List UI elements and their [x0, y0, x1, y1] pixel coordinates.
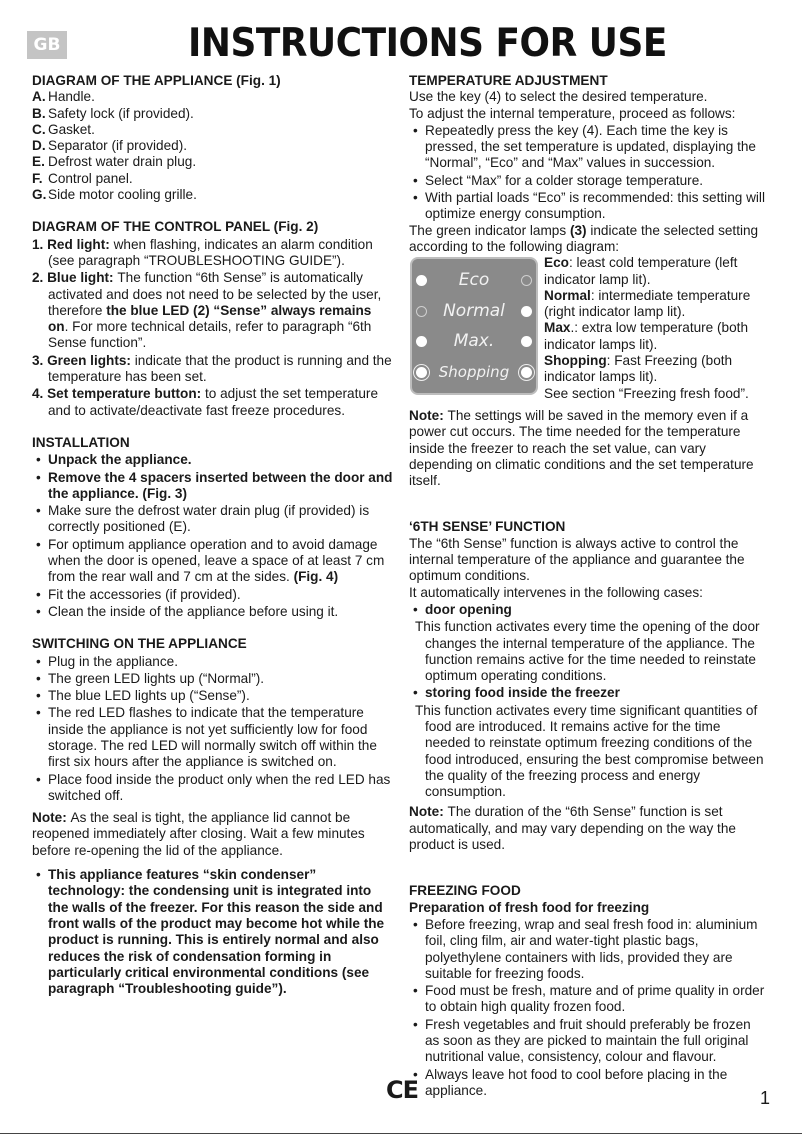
text-run: Shopping: [544, 353, 607, 369]
text-run: Gasket.: [48, 121, 95, 137]
panel-legend: [544, 255, 765, 402]
paragraph: [32, 270, 394, 351]
section-heading: [409, 73, 765, 89]
text-run: : least cold temperature (left indicator lamp lit).: [544, 255, 738, 287]
lamp-icon: [521, 336, 532, 347]
legend-entry: [544, 255, 765, 288]
bullet-item: [32, 772, 394, 805]
text-run: Note:: [409, 407, 448, 423]
bullet-item: [32, 470, 394, 503]
ce-mark: CE: [386, 1076, 419, 1104]
text-run: Handle.: [48, 89, 95, 105]
text-run: TEMPERATURE ADJUSTMENT: [409, 73, 608, 88]
text-run: Fit the accessories (if provided).: [48, 586, 241, 602]
page-title: INSTRUCTIONS FOR USE: [188, 21, 667, 66]
panel-label: Shopping: [438, 362, 510, 381]
text-run: The function “6th Sense” is automatically activated and does not need to be selected by the user, therefore: [48, 270, 382, 318]
text-run: 1. Red light:: [32, 236, 114, 252]
paragraph: [409, 703, 765, 801]
text-run: Repeatedly press the key (4). Each time the key is pressed, the set temperature is updated, displaying the “Normal”, “Eco” and “Max” values in succession.: [425, 122, 756, 171]
list-item: [32, 138, 394, 154]
panel-row: [416, 326, 532, 357]
bullet-item: [32, 604, 394, 620]
text-run: This appliance features “skin condenser” technology: the condensing unit is integrated into the walls of the freezer. For this reason the side and front walls of the product may become hot while the product is running. This is entirely normal and also reduces the risk of condensation forming in particularly critical environmental conditions (see paragraph “Troubleshooting guide”).: [48, 867, 385, 997]
text-run: Make sure the defrost water drain plug (if provided) is correctly positioned (E).: [48, 503, 370, 535]
text-run: 3. Green lights:: [32, 352, 135, 368]
bullet-item: [409, 685, 765, 701]
right-column-lower: [409, 408, 765, 1099]
paragraph: [409, 585, 765, 601]
text-run: This function activates every time the opening of the door changes the internal temperature of the appliance. The function remains active for the time needed to reinstate optimum operating conditions.: [415, 619, 760, 684]
text-run: Separator (if provided).: [48, 138, 188, 154]
text-run: Always leave hot food to cool before placing in the appliance.: [425, 1066, 728, 1098]
bullet-item: [32, 503, 394, 536]
bullet-item: [409, 917, 765, 982]
text-run: The blue LED lights up (“Sense”).: [48, 688, 250, 704]
bullet-item: [32, 671, 394, 687]
panel-row: [416, 265, 532, 296]
text-run: Plug in the appliance.: [48, 653, 178, 669]
text-run: DIAGRAM OF THE APPLIANCE (Fig. 1): [32, 73, 281, 88]
legend-entry: [544, 386, 765, 402]
lamp-sun-icon: [521, 367, 532, 378]
section-heading: [409, 883, 765, 899]
text-run: Note:: [409, 804, 448, 820]
text-run: The settings will be saved in the memory even if a power cut occurs. The time needed for the temperature inside the freezer to reach the set value, can vary depending on climatic conditions and the set temperature itself.: [409, 407, 754, 489]
lamp-sun-icon: [416, 367, 427, 378]
bullet-item: [409, 602, 765, 618]
paragraph: [409, 804, 765, 853]
panel-row: [416, 296, 532, 327]
section-heading: [32, 73, 394, 89]
bullet-item: [32, 654, 394, 670]
list-item: [32, 122, 394, 138]
item-label: D.: [32, 138, 46, 154]
text-run: Before freezing, wrap and seal fresh food in: aluminium foil, cling film, air and water-tight plastic bags, polyethylene containers with lids, provided they are suitable for freezing foods.: [425, 916, 758, 981]
paragraph: [409, 408, 765, 489]
paragraph: [32, 810, 394, 859]
bullet-item: [32, 537, 394, 586]
item-label: G.: [32, 187, 47, 203]
text-run: when flashing, indicates an alarm condition (see paragraph “TROUBLESHOOTING GUIDE”).: [48, 236, 373, 268]
text-run: DIAGRAM OF THE CONTROL PANEL (Fig. 2): [32, 219, 319, 235]
text-run: SWITCHING ON THE APPLIANCE: [32, 636, 247, 652]
text-run: indicate the selected setting according to the following diagram:: [409, 222, 759, 254]
section-heading: [32, 636, 394, 652]
lamp-icon: [416, 306, 427, 317]
panel-label: Normal: [443, 300, 505, 321]
text-run: Safety lock (if provided).: [48, 105, 194, 121]
bullet-item: [32, 587, 394, 603]
bullet-item: [32, 688, 394, 704]
control-panel-diagram: [409, 255, 765, 402]
text-run: to adjust the set temperature and to activate/deactivate fast freeze procedures.: [48, 386, 379, 418]
page-number: 1: [760, 1088, 771, 1108]
paragraph: [32, 237, 394, 270]
list-item: [32, 187, 394, 203]
language-badge: GB: [27, 31, 67, 59]
text-run: : Fast Freezing (both indicator lamps lit).: [544, 353, 733, 385]
text-run: 4. Set temperature button:: [32, 386, 205, 402]
text-run: To adjust the internal temperature, proceed as follows:: [409, 105, 736, 121]
text-run: With partial loads “Eco” is recommended: this setting will optimize energy consumption.: [425, 190, 765, 222]
list-item: [32, 154, 394, 170]
text-run: For optimum appliance operation and to avoid damage when the door is opened, leave a space of at least 7 cm from the rear wall and 7 cm at the sides.: [48, 536, 385, 585]
text-run: Side motor cooling grille.: [48, 187, 197, 203]
left-column: [32, 73, 394, 997]
item-label: A.: [32, 89, 46, 105]
list-item: [32, 106, 394, 122]
text-run: This function activates every time significant quantities of food are introduced. It remains active for the time needed to reinstate optimum freezing conditions of the food introduced, ensuring the best compromise between the quality of the freezing process and energy consumption.: [415, 702, 764, 800]
text-run: Select “Max” for a colder storage temperature.: [425, 172, 704, 188]
text-run: Eco: [544, 255, 569, 271]
text-run: The green indicator lamps: [409, 222, 570, 238]
bullet-item: [409, 173, 765, 189]
text-run: the blue LED (2) “Sense” always remains on: [48, 302, 372, 335]
panel-label: Max.: [453, 331, 495, 352]
list-item: [32, 171, 394, 187]
text-run: 2. Blue light:: [32, 270, 118, 286]
paragraph: [409, 106, 765, 122]
paragraph: [409, 619, 765, 684]
text-run: FREEZING FOOD: [409, 883, 521, 899]
text-run: Clean the inside of the appliance before using it.: [48, 603, 339, 619]
text-run: (Fig. 4): [293, 569, 339, 585]
bullet-item: [409, 1067, 765, 1100]
bullet-item: [32, 867, 394, 997]
text-run: Defrost water drain plug.: [48, 154, 197, 170]
text-run: : intermediate temperature (right indicator lamp lit).: [544, 287, 751, 320]
text-run: The “6th Sense” function is always active to control the internal temperature of the appliance and guarantee the optimum conditions.: [409, 535, 745, 584]
paragraph: [32, 353, 394, 386]
text-run: The red LED flashes to indicate that the temperature inside the appliance is not yet sufficiently low for food storage. The red LED will normally switch off within the first six hours after the appliance is switched on.: [48, 705, 377, 770]
text-run: The green LED lights up (“Normal”).: [48, 670, 265, 686]
panel-label: Eco: [458, 270, 490, 291]
text-run: .: extra low temperature (both indicator lamps lit).: [544, 320, 749, 352]
bullet-item: [409, 190, 765, 223]
paragraph: [409, 223, 765, 256]
item-label: E.: [32, 154, 45, 170]
bottom-rule: [0, 1133, 802, 1134]
item-label: B.: [32, 105, 46, 121]
legend-entry: [544, 353, 765, 386]
text-run: Preparation of fresh food for freezing: [409, 899, 650, 915]
item-label: F.: [32, 170, 43, 186]
bullet-item: [409, 1017, 765, 1066]
text-run: storing food inside the freezer: [425, 685, 620, 701]
text-run: As the seal is tight, the appliance lid cannot be reopened immediately after closing. Wait a few minutes before re-opening the lid of the appliance.: [32, 810, 365, 858]
text-run: It automatically intervenes in the following cases:: [409, 584, 703, 600]
temperature-adjustment-section: [409, 73, 765, 255]
text-run: Food must be fresh, mature and of prime quality in order to obtain high quality frozen food.: [425, 983, 765, 1015]
legend-entry: [544, 320, 765, 353]
text-run: INSTALLATION: [32, 434, 130, 450]
text-run: Unpack the appliance.: [48, 452, 192, 468]
text-run: Note:: [32, 810, 71, 826]
paragraph: [409, 536, 765, 585]
paragraph: [409, 89, 765, 105]
list-item: [32, 89, 394, 105]
text-run: Fresh vegetables and fruit should preferably be frozen as soon as they are picked to maintain the full original nutritional value, consistency, colour and flavour.: [425, 1016, 751, 1065]
control-panel-image: [410, 257, 538, 395]
bullet-item: [32, 452, 394, 468]
lamp-icon: [521, 306, 532, 317]
text-run: Control panel.: [48, 170, 133, 186]
text-run: indicate that the product is running and the temperature has been set.: [48, 352, 392, 385]
text-run: Place food inside the product only when the red LED has switched off.: [48, 771, 391, 803]
section-heading: [32, 219, 394, 235]
panel-row: [416, 357, 532, 388]
paragraph: [32, 386, 394, 419]
text-run: Use the key (4) to select the desired temperature.: [409, 89, 708, 105]
lamp-icon: [521, 275, 532, 286]
text-run: See section “Freezing fresh food”.: [544, 385, 749, 401]
bullet-item: [32, 705, 394, 770]
text-run: . For more technical details, refer to paragraph “6th Sense function”.: [48, 319, 372, 351]
text-run: Max: [544, 320, 571, 336]
text-run: Normal: [544, 287, 591, 303]
legend-entry: [544, 288, 765, 321]
lamp-icon: [416, 275, 427, 286]
lamp-icon: [416, 336, 427, 347]
text-run: (3): [569, 222, 587, 238]
paragraph: [409, 900, 765, 916]
text-run: The duration of the “6th Sense” function is set automatically, and may vary depending on the way the product is used.: [409, 804, 736, 853]
text-run: Remove the 4 spacers inserted between the door and the appliance. (Fig. 3): [48, 469, 393, 501]
section-heading: [32, 435, 394, 451]
section-heading: [409, 519, 765, 535]
bullet-item: [409, 983, 765, 1016]
item-label: C.: [32, 121, 46, 137]
bullet-item: [409, 123, 765, 172]
text-run: ‘6TH SENSE’ FUNCTION: [409, 519, 566, 535]
text-run: door opening: [425, 601, 512, 617]
right-column: [409, 73, 765, 1099]
